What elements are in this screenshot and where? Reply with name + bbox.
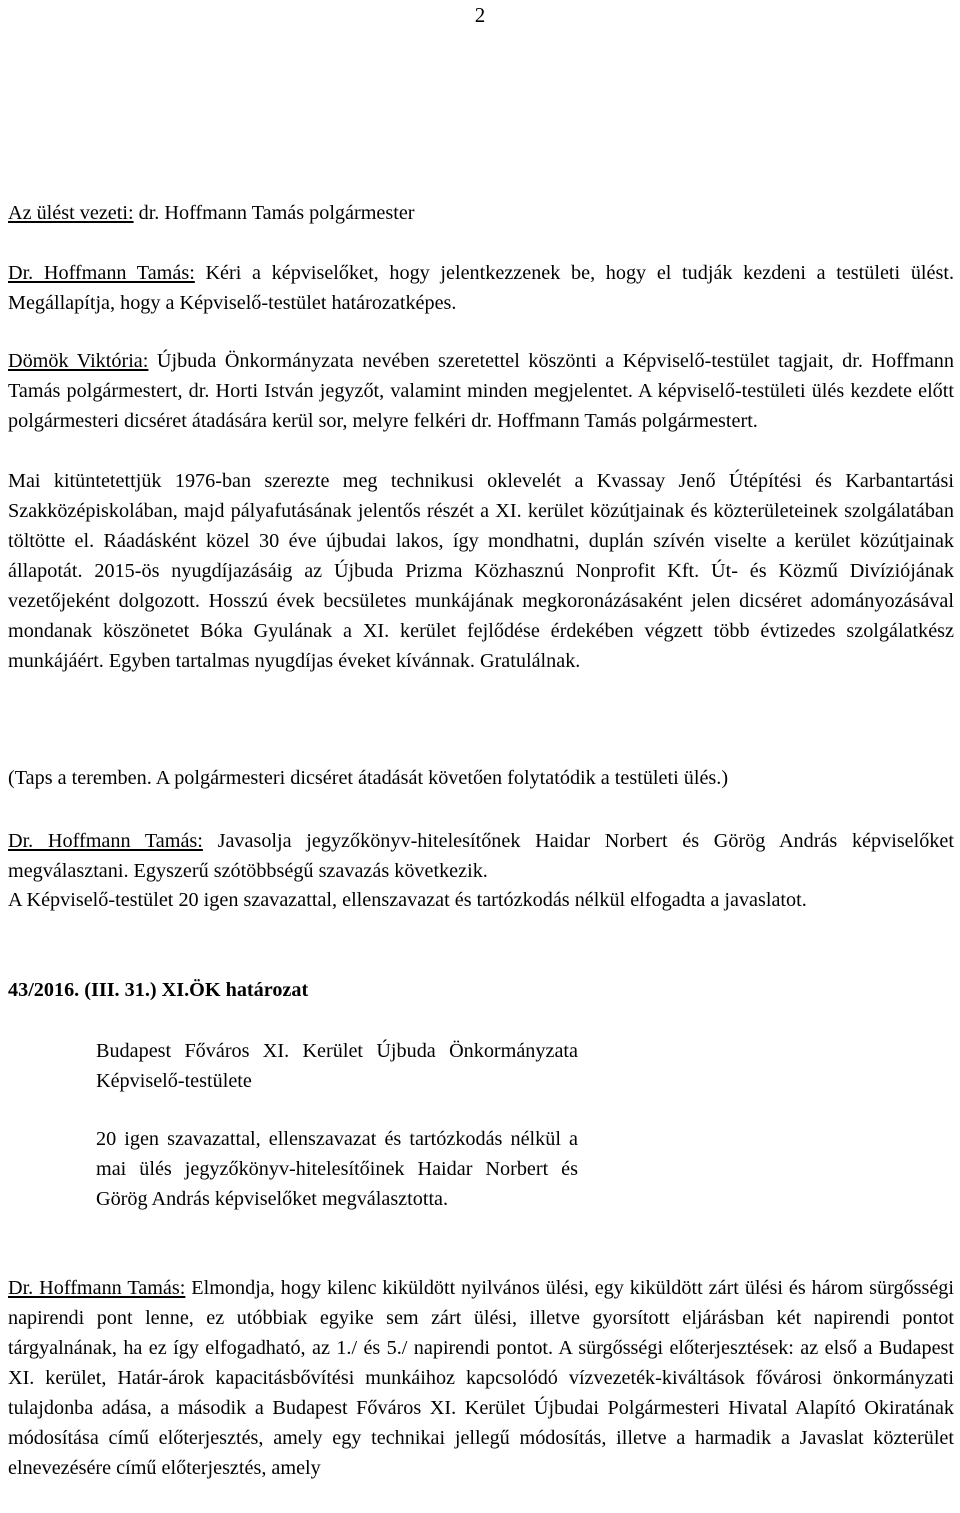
resolution-number: 43/2016. (III. 31.) XI.ÖK határozat xyxy=(8,979,309,1001)
chair-label: Az ülést vezeti: xyxy=(8,202,134,224)
chair-name: dr. Hoffmann Tamás polgármester xyxy=(138,202,415,224)
paragraph-agenda xyxy=(8,1273,954,1483)
speaker-name: Dr. Hoffmann Tamás: xyxy=(8,1277,186,1299)
paragraph-text: Elmondja, hogy kilenc kiküldött nyilvános ülési, egy kiküldött zárt ülési és három sürgősségi napirendi pont lenne, ez utóbbiak egyike sem zárt ülési, illetve gyorsított eljárásban két napirendi pontot tárgyalnának, ha ez így elfogadható, az 1./ és 5./ napirendi pontot. A sürgősségi előterjesztések: az első a Budapest XI. kerület, Határ-árok kapacitásbővítési munkáihoz kapcsolódó vízvezeték-kiváltások fővárosi önkormányzati tulajdonba adása, a második a Budapest Főváros XI. Kerület Újbudai Polgármesteri Hivatal Alapító Okiratának módosítása című előterjesztés, amely egy technikai jellegű módosítás, illetve a harmadik a Javaslat közterület elnevezésére című előterjesztés, amely xyxy=(8,1277,955,1479)
speaker-name: Dömök Viktória: xyxy=(8,350,149,372)
paragraph-award: Mai kitüntetettjük 1976-ban szerezte meg technikusi oklevelét a Kvassay Jenő Útépítési és Karbantartási Szakközépiskolában, majd pályafutásának jelentős részét a XI. kerület közútjainak és közterületeinek szolgálatában töltötte el. Ráadásként közel 30 éve újbudai lakos, így mondhatni, duplán szívén viselte a kerület közútjainak állapotát. 2015-ös nyugdíjazásáig az Újbuda Prizma Közhasznú Nonprofit Kft. Út- és Közmű Divíziójának vezetőjeként dolgozott. Hosszú évek becsületes munkájának megkoronázásaként jelen dicséret adományozásával mondanak köszönetet Bóka Gyulának a XI. kerület fejlődése érdekében végzett több évtizedes szolgálatkész munkájáért. Egyben tartalmas nyugdíjas éveket kívánnak. Gratulálnak. xyxy=(8,470,954,672)
paragraph-text: Újbuda Önkormányzata nevében szeretettel köszönti a Képviselő-testület tagjait, dr. Hoffmann Tamás polgármestert, dr. Horti István jegyzőt, valamint minden megjelentet. A képviselő-testületi ülés kezdete előtt polgármesteri dicséret átadására kerül sor, melyre felkéri dr. Hoffmann Tamás polgármestert. xyxy=(8,350,954,432)
speaker-name: Dr. Hoffmann Tamás: xyxy=(8,262,195,284)
paragraph-text: Kéri a képviselőket, hogy jelentkezzenek be, hogy el tudják kezdeni a testületi ülést. Megállapítja, hogy a Képviselő-testület határozatképes. xyxy=(8,262,954,314)
resolution-body: Budapest Főváros XI. Kerület Újbuda Önkormányzata Képviselő-testülete xyxy=(96,1040,578,1092)
paragraph-applause: (Taps a teremben. A polgármesteri dicséret átadását követően folytatódik a testületi ülés.) xyxy=(8,767,729,789)
resolution-decision: 20 igen szavazattal, ellenszavazat és tartózkodás nélkül a mai ülés jegyzőkönyv-hitelesítőinek Haidar Norbert és Görög András képviselőket megválasztotta. xyxy=(96,1128,578,1210)
page-number: 2 xyxy=(474,3,486,27)
paragraph-proposal xyxy=(8,826,954,886)
paragraph-opening xyxy=(8,258,954,318)
paragraph-vote-result: A Képviselő-testület 20 igen szavazattal, ellenszavazat és tartózkodás nélkül elfogadta a javaslatot. xyxy=(8,889,807,911)
paragraph-greeting xyxy=(8,346,954,436)
chair-line xyxy=(8,198,954,228)
paragraph-text: Javasolja jegyzőkönyv-hitelesítőnek Haidar Norbert és Görög András képviselőket megválasztani. Egyszerű szótöbbségű szavazás következik. xyxy=(8,830,954,882)
speaker-name: Dr. Hoffmann Tamás: xyxy=(8,830,203,852)
